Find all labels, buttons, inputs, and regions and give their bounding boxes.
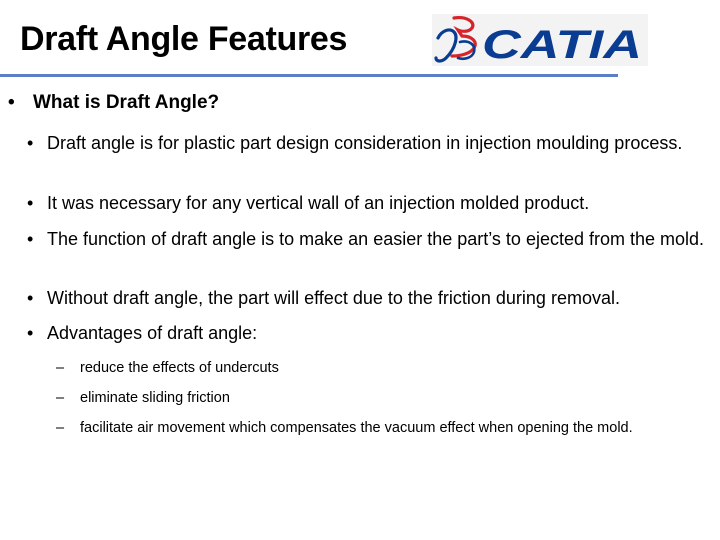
- sub-bullet-item: [56, 389, 230, 407]
- bullet-marker: •: [27, 193, 34, 213]
- bullet-item: [27, 192, 707, 214]
- sub-bullet-marker: –: [56, 420, 65, 436]
- bullet-text: Without draft angle, the part will effect due to the friction during removal.: [47, 288, 620, 308]
- sub-bullet-text: eliminate sliding friction: [80, 390, 230, 406]
- heading-text: What is Draft Angle?: [33, 92, 220, 113]
- bullet-text: It was necessary for any vertical wall of an injection molded product.: [47, 193, 590, 213]
- bullet-item: [27, 322, 707, 344]
- bullet-item: [27, 132, 707, 154]
- heading-bullet-item: [8, 92, 219, 114]
- sub-bullet-text: facilitate air movement which compensates the vacuum effect when opening the mold.: [80, 420, 633, 436]
- sub-bullet-item: [56, 419, 633, 437]
- sub-bullet-marker: –: [56, 360, 65, 376]
- bullet-marker: •: [27, 133, 34, 153]
- title-divider: [0, 74, 618, 77]
- logo-brand-text: CATIA: [482, 23, 642, 66]
- bullet-marker: •: [27, 323, 34, 343]
- sub-bullet-text: reduce the effects of undercuts: [80, 360, 279, 376]
- bullet-item: [27, 228, 707, 250]
- bullet-item: [27, 287, 707, 309]
- bullet-text: Draft angle is for plastic part design consideration in injection moulding process.: [47, 133, 683, 153]
- sub-bullet-item: [56, 359, 279, 377]
- bullet-text: Advantages of draft angle:: [47, 323, 258, 343]
- catia-logo: [432, 14, 648, 66]
- bullet-text: The function of draft angle is to make an easier the part’s to ejected from the mold.: [47, 229, 705, 249]
- bullet-marker: •: [27, 288, 34, 308]
- slide-title: Draft Angle Features: [20, 20, 348, 58]
- bullet-marker: •: [27, 229, 34, 249]
- sub-bullet-marker: –: [56, 390, 65, 406]
- bullet-marker: •: [8, 92, 15, 113]
